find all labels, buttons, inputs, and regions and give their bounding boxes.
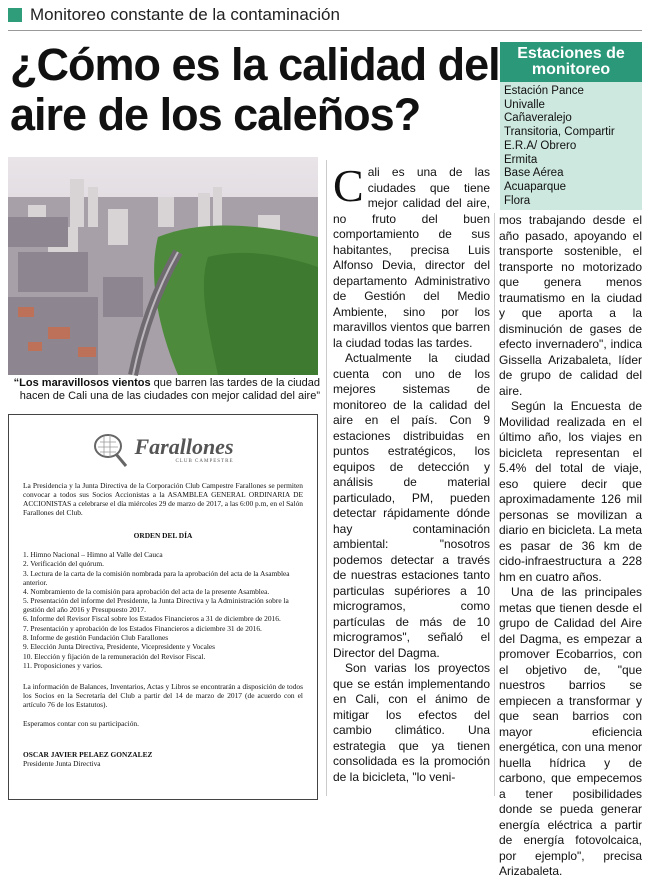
agenda-item: 10. Elección y fijación de la remuneración del Revisor Fiscal.	[23, 651, 206, 661]
station-item: Base Aérea	[504, 167, 564, 180]
article-column-2	[499, 213, 642, 880]
ad-logo	[23, 423, 303, 479]
ad-thanks: Esperamos contar con su participación.	[23, 718, 139, 728]
article-paragraph: Una de las principales metas que tienen desde el grupo de Calidad del Aire del Dagma, es empezar a promover Ecobarrios, con el objetivo de, "que nuestros barrios se empiecen a transformar y que sean barrios con mayor eficiencia energética, con una menor huella hídrica y de carbono, que empecemos a tener posibilidades donde se pueda generar energía eléctrica a partir de energía fotovolcaica, por ejemplo", precisa Arizabaleta.	[499, 585, 642, 878]
article-paragraph	[333, 160, 490, 351]
article-paragraph: Son varias los proyectos que se están implementando en Cali, con el ánimo de mitigar los efectos del cambio climático. Una estrategia que ya tienen consolidada es la promoción de la bicicleta, "lo veni-	[333, 661, 490, 784]
station-item: Ermita	[504, 153, 538, 166]
station-item: Acuaparque	[504, 180, 567, 193]
agenda-item: 5. Presentación del informe del Presidente, la Junta Directiva y la Administración sobre la gestión del año 2016 y Presupuesto 2017.	[23, 596, 289, 615]
agenda-item: 7. Presentación y aprobación de los Estados Financieros a diciembre 31 de 2016.	[23, 623, 262, 633]
caption-lead: “Los maravillosos vientos	[13, 377, 151, 389]
city-photo	[8, 157, 318, 375]
station-item: E.R.A/ Obrero	[504, 139, 577, 152]
agenda-item: 9. Elección Junta Directiva, Presidente, Vicepresidente y Vocales	[23, 642, 216, 652]
agenda-item: 8. Informe de gestión Fundación Club Farallones	[23, 633, 169, 643]
station-item: Cañaveralejo	[504, 112, 572, 125]
ad-signer-role: Presidente Junta Directiva	[23, 758, 101, 768]
paragraph-text: ali es una de las ciudades que tiene mejor calidad del aire, no fruto del buen comportamiento de sus habitantes, precisa Luis Alfonso Devia, director del departamento Administrativo de Gestión del Medio Ambiente, sino por los maravillos vientos que barren la ciudad todas las tardes.	[333, 165, 490, 350]
city-skyline-image	[8, 157, 318, 375]
column-divider	[494, 213, 495, 796]
tennis-racket-icon	[92, 432, 130, 470]
station-list	[500, 82, 642, 208]
ad-signer: OSCAR JAVIER PELAEZ GONZALEZ	[23, 749, 153, 759]
article-paragraph: mos trabajando desde el año pasado, apoyando el transporte sostenible, el transporte no motorizado que genera menos traumatismo en la ciudad y que aporta a la disminución de gases de efecto invernadero", indica Gissella Arizabaleta, líder de grupo de calidad del aire.	[499, 213, 642, 398]
agenda-item: 4. Nombramiento de la comisión para aprobación del acta de la presente Asamblea.	[23, 586, 270, 596]
kicker-text: Monitoreo constante de la contaminación	[30, 5, 340, 24]
column-divider	[326, 160, 327, 796]
station-item: Estación Pance	[504, 85, 584, 97]
station-item: Flora	[504, 194, 531, 207]
caption-text: que barren las tardes de la ciudad hacen de Cali una de las ciudades con mejor calidad del aire”	[19, 377, 320, 402]
stations-sidebar	[500, 42, 642, 210]
ad-club: CLUB CAMPESTRE	[175, 458, 234, 464]
ad-info: La información de Balances, Inventarios, Actas y Libros se encontrarán a disposición de todos los Socios en la Secretaría del Club a partir del 14 de marzo de 2017 (de acuerdo con el artículo 76 de los Estatutos).	[23, 681, 303, 709]
article-column-1	[333, 160, 490, 785]
article-paragraph: Según la Encuesta de Movilidad realizada en el último año, los viajes en bicicleta representan el 5.4% del total de viaje, eso quiere decir que aproximadamente 126 mil personas se movilizan a diario en bicicleta. La meta es pasar de 36 km de cido-infraestructura a 228 hm en cuatro años.	[499, 399, 642, 584]
agenda-item: 1. Himno Nacional – Himno al Valle del Cauca	[23, 550, 163, 559]
kicker-square-icon	[8, 8, 22, 22]
photo-caption	[8, 377, 320, 403]
agenda-item: 11. Proposiciones y varios.	[23, 660, 103, 670]
dropcap: C	[333, 160, 364, 211]
agenda-list	[23, 550, 303, 670]
ad-order-title: ORDEN DEL DÍA	[133, 531, 193, 540]
section-kicker	[8, 4, 340, 26]
sidebar-title: Estaciones de monitoreo	[517, 45, 625, 78]
station-item: Transitoria, Compartir	[504, 126, 615, 139]
agenda-item: 3. Lectura de la carta de la comisión nombrada para la aprobación del acta de la Asamblea anterior.	[23, 568, 290, 587]
agenda-item: 2. Verificación del quórum.	[23, 559, 104, 569]
ad-brand: Farallones	[134, 433, 234, 459]
sidebar-header	[500, 42, 642, 82]
station-item: Univalle	[504, 98, 545, 111]
article-paragraph: Actualmente la ciudad cuenta con uno de los mejores sistemas de monitoreo de la calidad del aire en el país. Con 9 estaciones distribuidas en puntos estratégicos, los equipos de detección y análisis de material particulado, PM, pueden detectar rápidamente dónde hay contaminación ambiental: "nosotros podemos detectar a través de nuestras estaciones tanto particulas supériores a 10 microgramos, como partículas de más de 10 microgramos", señaló el Director del Dagma.	[333, 351, 490, 660]
assembly-notice-ad	[8, 414, 318, 800]
kicker-divider	[8, 30, 642, 31]
agenda-item: 6. Informe del Revisor Fiscal sobre los Estados Financieros a 31 de diciembre de 2016.	[23, 614, 281, 624]
ad-intro: La Presidencia y la Junta Directiva de la Corporación Club Campestre Farallones se permiten convocar a todos sus Socios Accionistas a la ASAMBLEA GENERAL ORDINARIA DE ACCIONISTAS a celebrarse el día miércoles 29 de marzo de 2017, a las 6:00 p.m, en el Salón Farallones del Club.	[23, 481, 303, 517]
headline: ¿Cómo es la calidad del aire de los caleños?	[10, 39, 500, 140]
